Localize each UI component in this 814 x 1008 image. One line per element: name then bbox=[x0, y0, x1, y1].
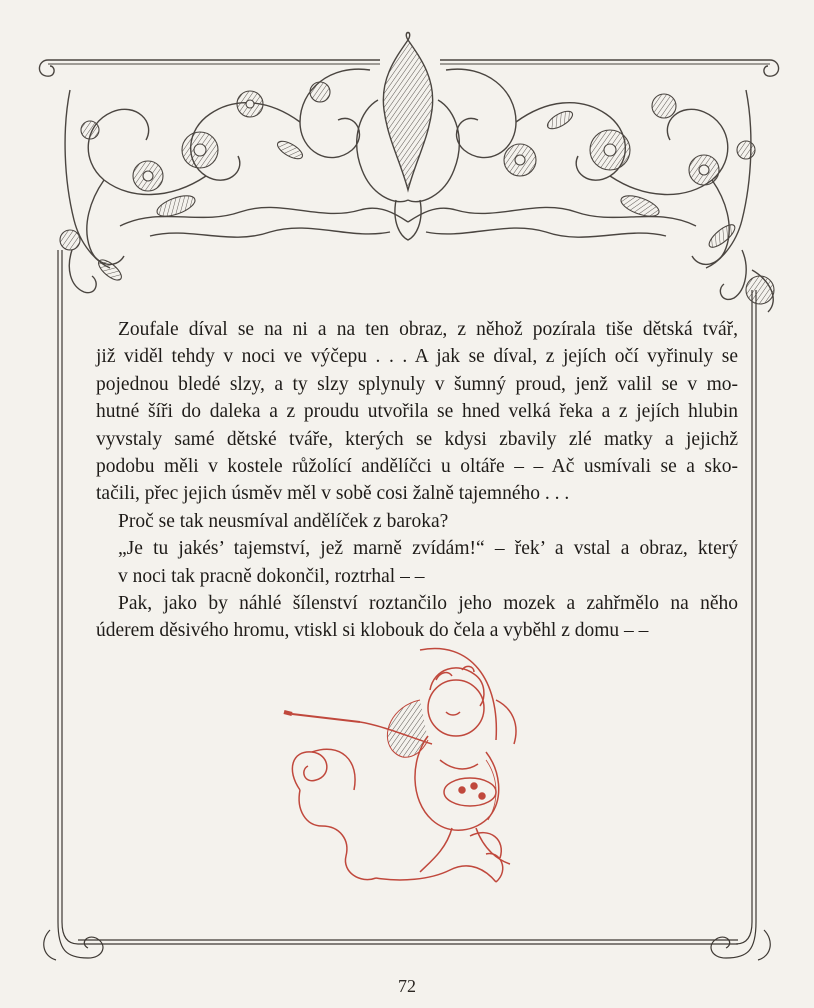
text-line: tačili, přec jejich úsměv měl v sobě cosi žalně tajemného . . . bbox=[96, 483, 570, 505]
page-number: 72 bbox=[398, 976, 416, 996]
text-line: Proč se tak neusmíval andělíček z baroka? bbox=[118, 510, 449, 532]
text-line: v noci tak pracně dokončil, roztrhal – – bbox=[118, 565, 425, 587]
text-line: podobu měli v kostele růžolící andělíčci u oltáře – – Ač usmívali se a sko- bbox=[96, 456, 738, 478]
text-line: Pak, jako by náhlé šílenství roztančilo jeho mozek a zahřmělo na něho bbox=[118, 593, 738, 615]
text-line: Zoufale díval se na ni a na ten obraz, z něhož pozírala tiše dětská tvář, bbox=[118, 319, 738, 340]
text-line: „Je tu jakés’ tajemství, jež marně zvídám!“ – řek’ a vstal a obraz, který bbox=[118, 538, 738, 560]
text-line: vyvstaly samé dětské tváře, kterých se kdysi zbavily zlé matky a jejichž bbox=[96, 428, 738, 450]
paragraph-4 bbox=[96, 590, 738, 645]
text-line: pojednou bledé slzy, a ty slzy splynuly v šumný proud, jenž valil se v mo- bbox=[96, 373, 738, 395]
text-line: již viděl tehdy v noci ve výčepu . . . A jak se díval, z jejích očí vyřinuly se bbox=[96, 346, 738, 368]
paragraph-2 bbox=[96, 508, 738, 535]
paragraph-1 bbox=[96, 316, 738, 508]
text-line: úderem děsivého hromu, vtiskl si klobouk do čela a vyběhl z domu – – bbox=[96, 620, 649, 642]
cherub-painter-vignette bbox=[284, 648, 516, 882]
text-line: hutné šíři do daleka a z proudu utvořila se hned velká řeka a z jejích hlubin bbox=[96, 401, 738, 423]
paragraph-3 bbox=[96, 535, 738, 590]
body-text bbox=[96, 316, 738, 645]
